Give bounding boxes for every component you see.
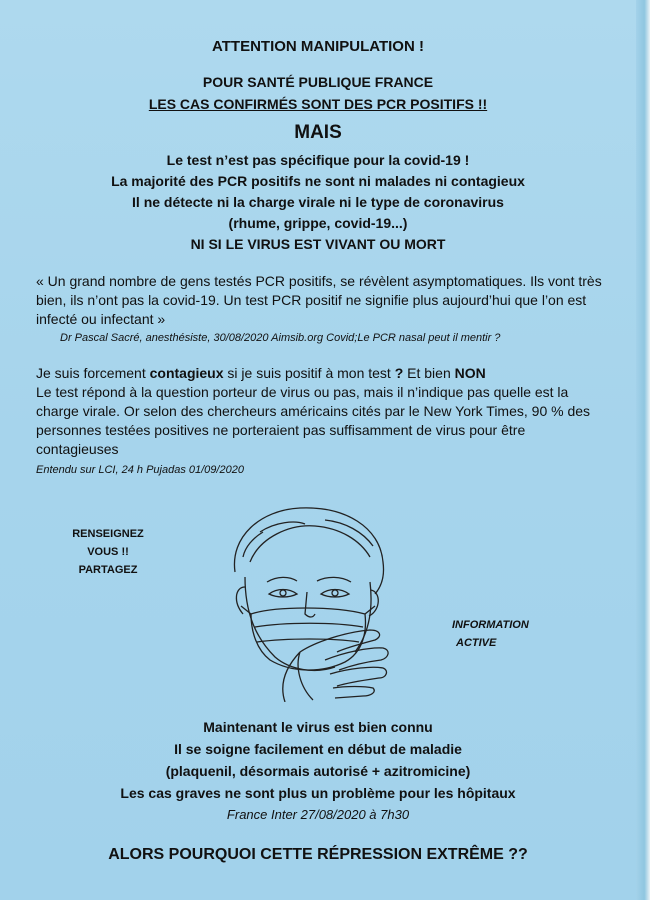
claim-line: La majorité des PCR positifs ne sont ni malades ni contagieux <box>111 173 525 189</box>
claim-line: Il ne détecte ni la charge virale ni le type de coronavirus <box>132 194 504 210</box>
question-body: Le test répond à la question porteur de virus ou pas, mais il n’indique pas quelle est la charge virale. Or selon des chercheurs américains cités par le New York Times, 90 % des personnes testées positives ne porteraient pas suffisamment de virus pour être contagieuses <box>36 384 591 457</box>
quote-source: Dr Pascal Sacré, anesthésiste, 30/08/2020 Aimsib.org Covid;Le PCR nasal peut il mentir ? <box>60 332 501 344</box>
conclusion-line: Il se soigne facilement en début de maladie <box>174 741 462 757</box>
call-to-action-note: RENSEIGNEZ VOUS !! PARTAGEZ <box>72 528 144 576</box>
paper-edge <box>636 0 650 900</box>
quote-paragraph: « Un grand nombre de gens testés PCR positifs, se révèlent asymptomatiques. Ils vont très bien, ils n’ont pas la covid-19. Un test PCR positif ne signifie plus aujourd’hui que l’on est infecté ou infectant » <box>36 273 602 327</box>
masked-face-illustration <box>205 502 405 702</box>
subtitle-line-1: POUR SANTÉ PUBLIQUE FRANCE <box>202 74 434 90</box>
question-source: Entendu sur LCI, 24 h Pujadas 01/09/2020 <box>36 464 244 476</box>
claim-line: Le test n’est pas spécifique pour la covid-19 ! <box>166 152 470 168</box>
claim-line: NI SI LE VIRUS EST VIVANT OU MORT <box>190 236 446 252</box>
conclusion-line: Les cas graves ne sont plus un problème pour les hôpitaux <box>120 785 516 801</box>
conclusion-source: France Inter 27/08/2020 à 7h30 <box>226 807 410 822</box>
conclusion-line: Maintenant le virus est bien connu <box>203 719 433 735</box>
question-paragraph: Je suis forcement contagieux si je suis positif à mon test ? Et bien NON Le test répond à la question porteur de virus ou pas, mais il n’indique pas quelle est la charge virale. Or selon des chercheurs américains cités par le New York Times, 90 % des personnes testées positives ne porteraient pas suffisamment de virus pour être contagieuses <box>36 365 591 457</box>
final-question: ALORS POURQUOI CETTE RÉPRESSION EXTRÊME ?? <box>108 846 528 863</box>
mais-heading: MAIS <box>294 122 342 143</box>
information-active-note: INFORMATION ACTIVE <box>452 619 529 649</box>
conclusion-line: (plaquenil, désormais autorisé + azitromicine) <box>165 763 471 779</box>
subtitle-line-2: LES CAS CONFIRMÉS SONT DES PCR POSITIFS !! <box>148 96 488 112</box>
claim-line: (rhume, grippe, covid-19...) <box>228 215 408 231</box>
flyer-title: ATTENTION MANIPULATION ! <box>212 38 424 55</box>
